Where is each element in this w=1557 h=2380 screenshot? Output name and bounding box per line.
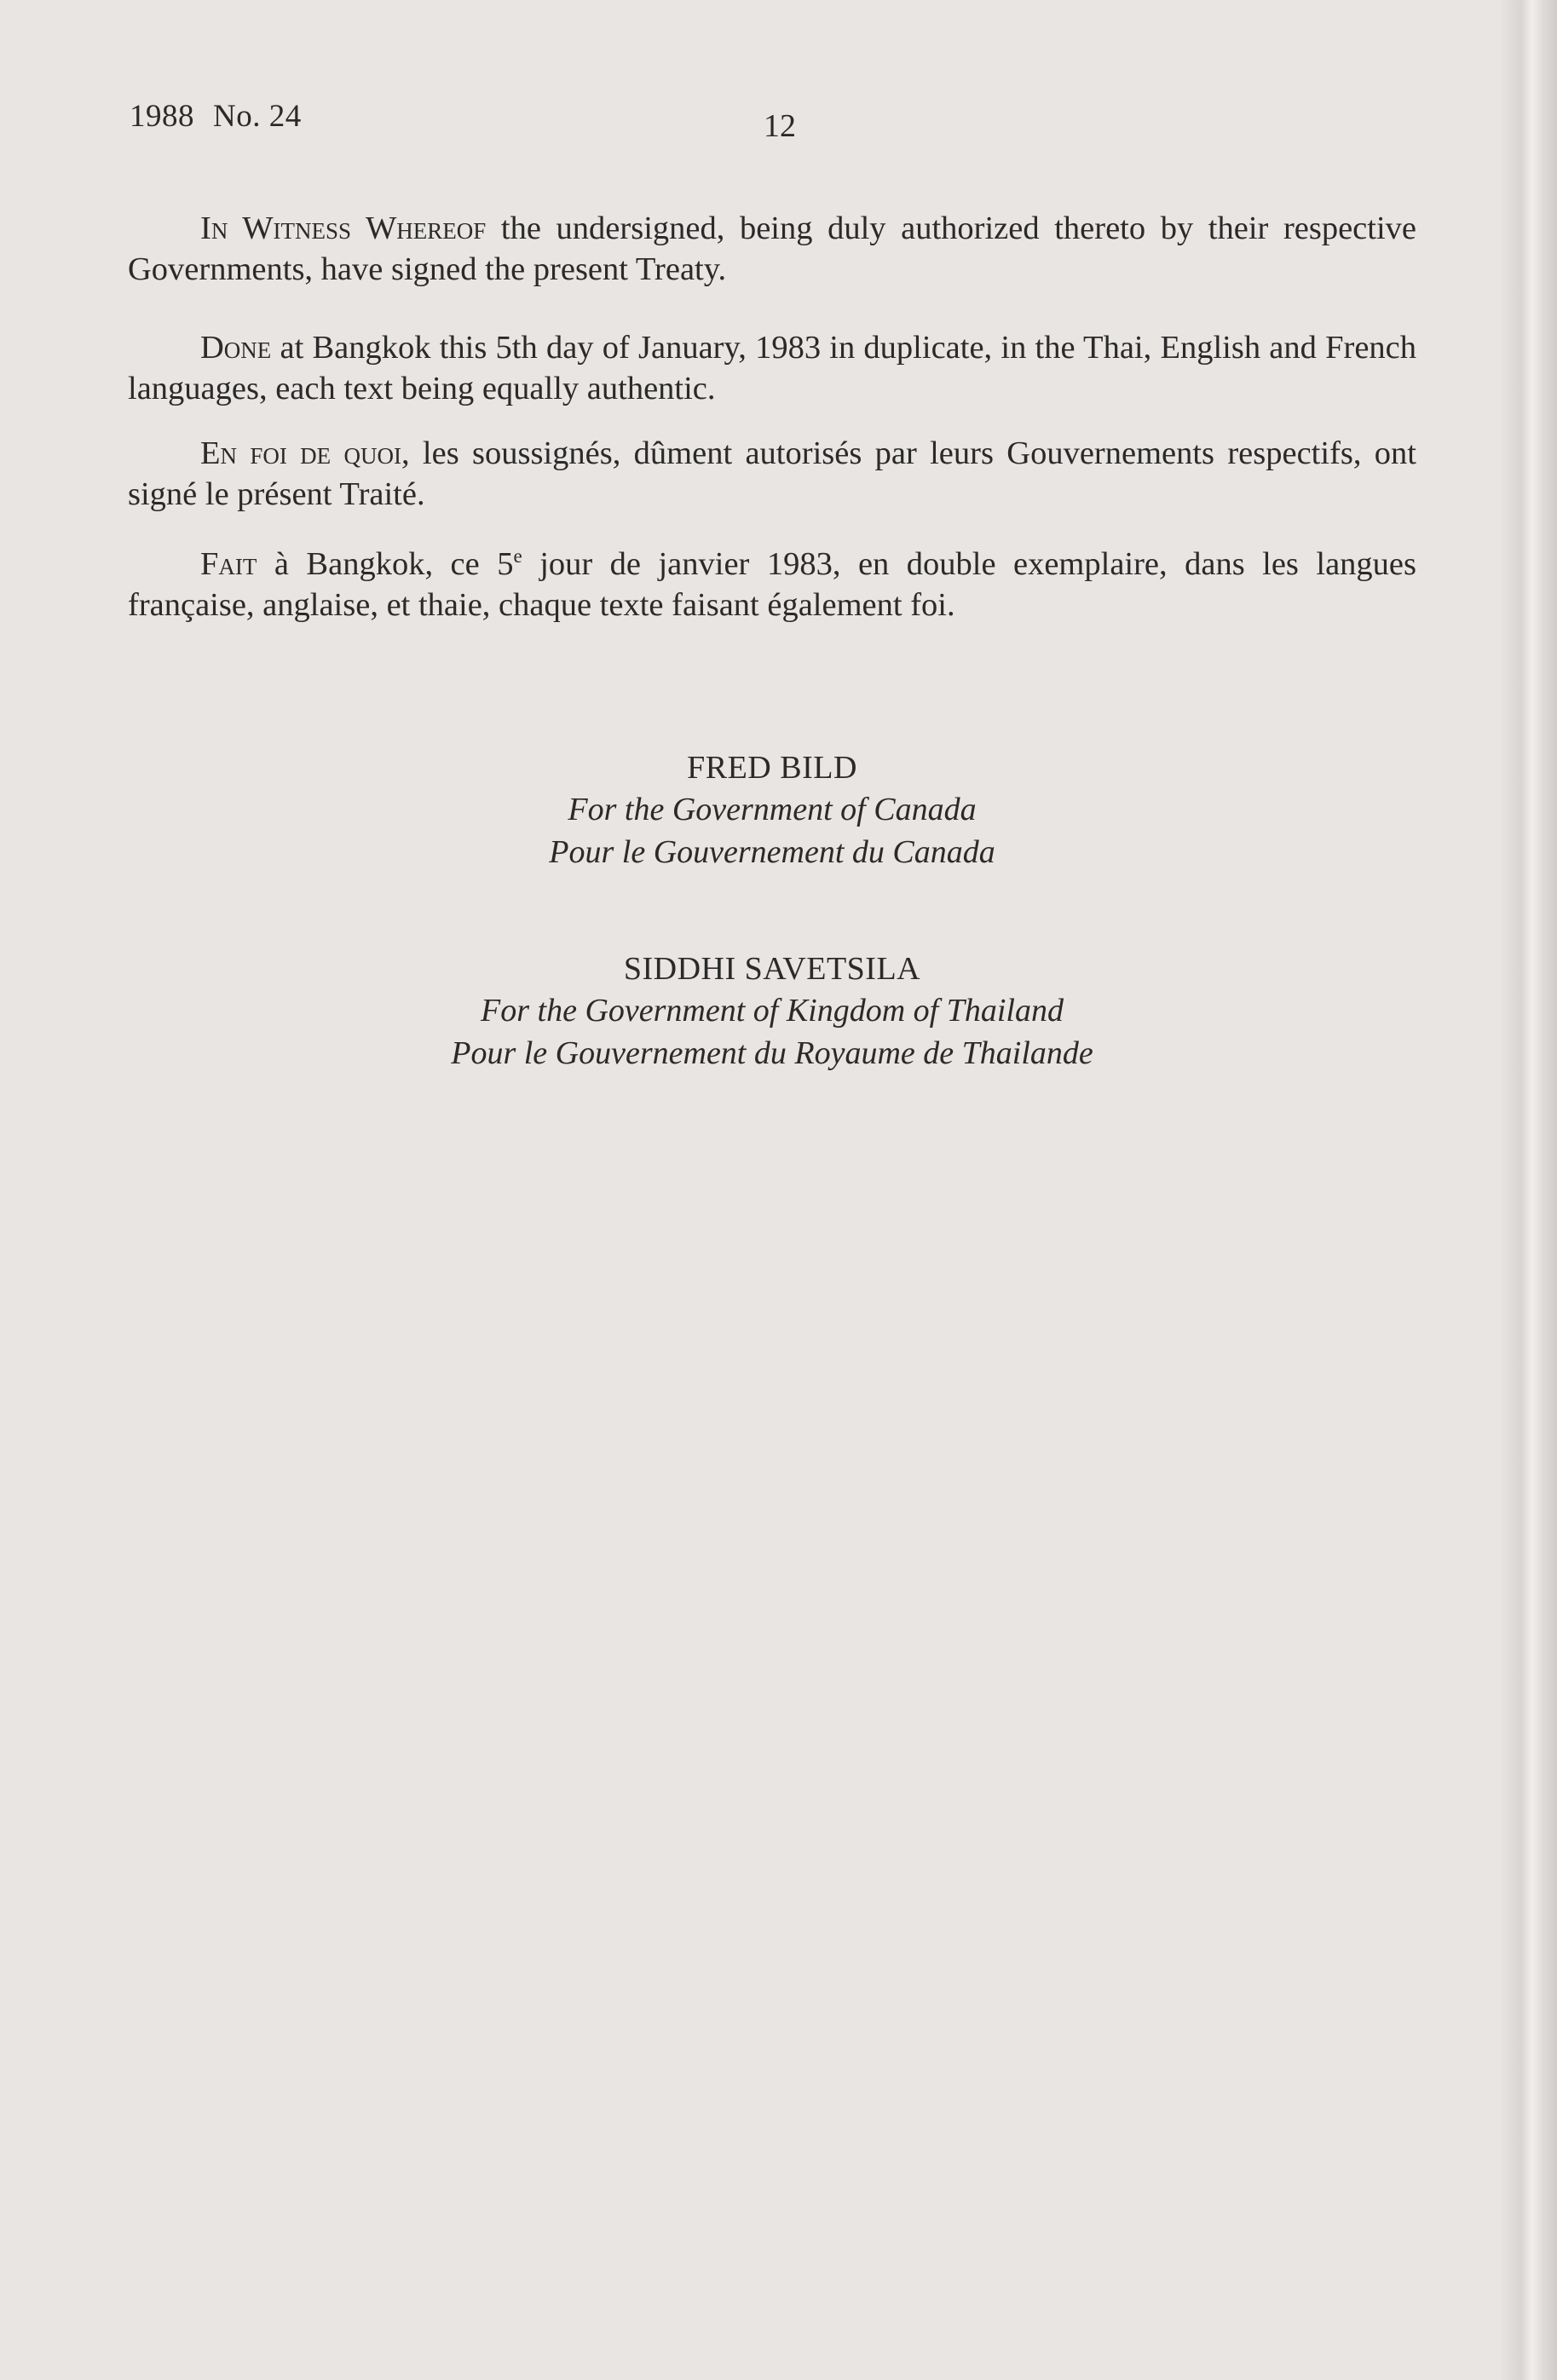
- signatory-name: FRED BILD: [687, 750, 857, 786]
- signature-block-canada: [128, 747, 1416, 873]
- paragraph-lead: Fait: [200, 546, 257, 582]
- signatory-role-french: Pour le Gouvernement du Royaume de Thailande: [451, 1035, 1093, 1071]
- page-number: 12: [764, 108, 796, 144]
- page-binding-edge: [1502, 0, 1557, 2380]
- signatory-name: SIDDHI SAVETSILA: [623, 951, 921, 987]
- signatory-role-english: For the Government of Canada: [568, 792, 977, 827]
- signatory-role-english: For the Government of Kingdom of Thailand: [481, 993, 1064, 1029]
- paragraph-text: the undersigned, being duly authorized thereto by their respective Governments, have signed the present Treaty.: [128, 210, 1416, 287]
- header-number: No. 24: [213, 99, 302, 134]
- paragraph-en-foi-de-quoi: [128, 433, 1416, 515]
- paragraph-text: at Bangkok this 5th day of January, 1983 in duplicate, in the Thai, English and French languages, each text being equally authentic.: [128, 330, 1416, 406]
- paragraph-lead: In Witness Whereof: [200, 210, 487, 246]
- signatory-role-french: Pour le Gouvernement du Canada: [549, 834, 995, 870]
- ordinal-superscript: e: [513, 545, 522, 568]
- running-header: [130, 98, 320, 135]
- paragraph-lead: En foi de quoi: [200, 435, 401, 471]
- signature-block-thailand: [128, 948, 1416, 1075]
- paragraph-lead: Done: [200, 330, 272, 366]
- paragraph-done: [128, 327, 1416, 409]
- paragraph-text: à Bangkok, ce 5: [257, 546, 514, 582]
- paragraph-in-witness-whereof: [128, 208, 1416, 290]
- paragraph-fait: [128, 544, 1416, 625]
- paragraph-text: jour de janvier 1983, en double exemplaire, dans les langues française, anglaise, et thaie, chaque texte faisant également foi.: [128, 546, 1416, 623]
- header-year: 1988: [130, 99, 194, 134]
- paragraph-text: , les soussignés, dûment autorisés par leurs Gouvernements respectifs, ont signé le présent Traité.: [128, 435, 1417, 512]
